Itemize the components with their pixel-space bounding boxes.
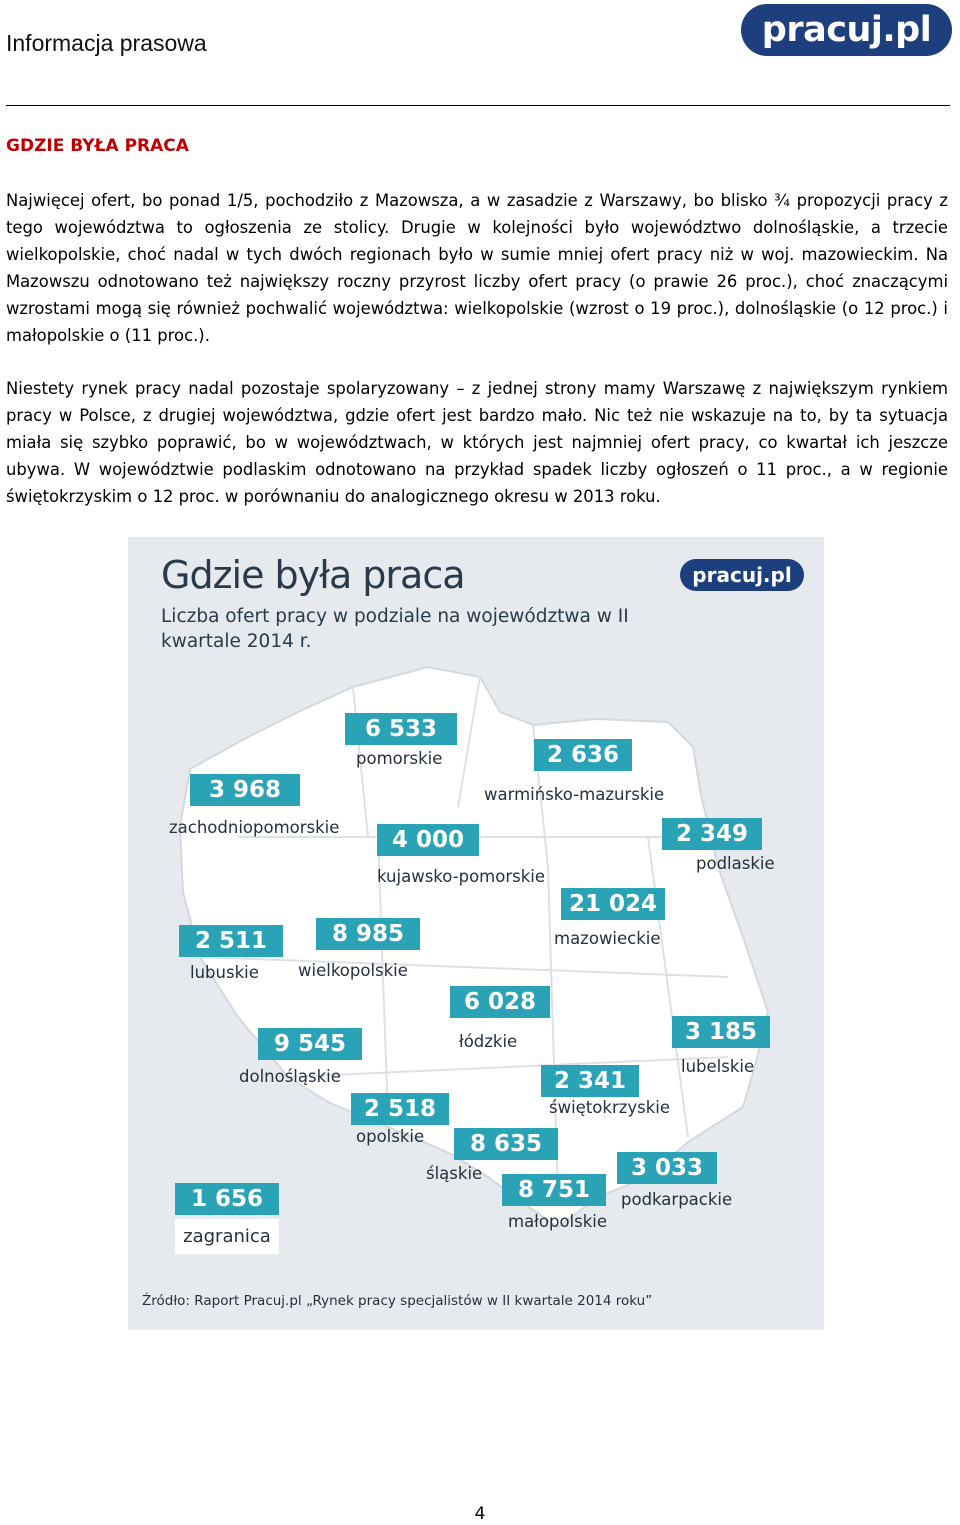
value-badge-kujawsko-pomorskie: 4 000 [377, 824, 479, 856]
infographic [128, 537, 824, 1330]
value-badge-lubelskie: 3 185 [672, 1016, 770, 1048]
region-label-mazowieckie: mazowieckie [554, 929, 661, 948]
region-label-opolskie: opolskie [356, 1127, 425, 1146]
infographic-source: Źródło: Raport Pracuj.pl „Rynek pracy specjalistów w II kwartale 2014 roku” [142, 1293, 653, 1309]
region-label-podkarpackie: podkarpackie [621, 1190, 733, 1209]
value-badge-zachodniopomorskie: 3 968 [190, 774, 300, 806]
region-label-pomorskie: pomorskie [356, 749, 443, 768]
region-label-slaskie: śląskie [426, 1164, 483, 1183]
region-label-abroad: zagranica [175, 1219, 279, 1254]
paragraph-2: Niestety rynek pracy nadal pozostaje spolaryzowany – z jednej strony mamy Warszawę z największym rynkiem pracy w Polsce, z drugiej województwa, gdzie ofert jest bardzo mało. Nic też nie wskazuje na to, by ta sytuacja miała się szybko poprawić, bo w województwach, w których jest najmniej ofert pracy, co kwartał ich jeszcze ubywa. W województwie podlaskim odnotowano na przykład spadek liczby ogłoszeń o 11 proc., a w regionie świętokrzyskim o 12 proc. w porównaniu do analogicznego okresu w 2013 roku. [6, 379, 948, 506]
value-badge-wielkopolskie: 8 985 [316, 918, 420, 950]
header-title: Informacja prasowa [6, 30, 207, 56]
region-label-podlaskie: podlaskie [696, 854, 775, 873]
paragraph-1: Najwięcej ofert, bo ponad 1/5, pochodziło z Mazowsza, a w zasadzie z Warszawy, bo blisko ¾ propozycji pracy z tego województwa to ogłoszenia ze stolicy. Drugie w kolejności było województwo dolnośląskie, a trzecie wielkopolskie, choć nadal w tych dwóch regionach było w sumie mniej ofert pracy niż w woj. mazowieckim. Na Mazowszu odnotowano też największy roczny przyrost liczby ofert pracy (o prawie 26 proc.), choć znaczącymi wzrostami mogą się również pochwalić województwa: wielkopolskie (wzrost o 19 proc.), dolnośląskie (o 12 proc.) i małopolskie o (11 proc.). [6, 191, 948, 345]
value-badge-swietokrzyskie: 2 341 [541, 1065, 639, 1097]
value-badge-abroad: 1 656 [175, 1183, 279, 1215]
value-badge-slaskie: 8 635 [454, 1128, 558, 1160]
infographic-subtitle: Liczba ofert pracy w podziale na województwa w II kwartale 2014 r. [161, 606, 629, 652]
infographic-logo: pracuj.pl [680, 559, 804, 591]
value-badge-lodzkie: 6 028 [450, 986, 550, 1018]
region-label-lubelskie: lubelskie [681, 1057, 755, 1076]
value-badge-lubuskie: 2 511 [179, 925, 283, 957]
header-divider [6, 105, 950, 106]
region-label-malopolskie: małopolskie [508, 1212, 608, 1231]
value-badge-mazowieckie: 21 024 [561, 888, 665, 920]
value-badge-opolskie: 2 518 [351, 1093, 449, 1125]
value-badge-podkarpackie: 3 033 [617, 1152, 717, 1184]
region-label-dolnoslaskie: dolnośląskie [239, 1067, 341, 1086]
section-heading: GDZIE BYŁA PRACA [6, 136, 189, 156]
infographic-title: Gdzie była praca [161, 553, 465, 597]
region-label-zachodniopomorskie: zachodniopomorskie [169, 818, 340, 837]
region-label-kujawsko-pomorskie: kujawsko-pomorskie [377, 867, 546, 886]
region-label-swietokrzyskie: świętokrzyskie [549, 1098, 671, 1117]
value-badge-warminsko-mazurskie: 2 636 [534, 739, 632, 771]
region-label-lodzkie: łódzkie [459, 1032, 518, 1051]
value-badge-malopolskie: 8 751 [502, 1174, 606, 1206]
pracuj-logo: pracuj.pl [741, 4, 952, 56]
region-label-lubuskie: lubuskie [190, 963, 259, 982]
value-badge-pomorskie: 6 533 [345, 713, 457, 745]
page-number: 4 [474, 1504, 486, 1524]
value-badge-podlaskie: 2 349 [662, 818, 762, 850]
value-badge-dolnoslaskie: 9 545 [258, 1028, 362, 1060]
region-label-warminsko-mazurskie: warmińsko-mazurskie [484, 785, 665, 804]
region-label-wielkopolskie: wielkopolskie [298, 961, 408, 980]
